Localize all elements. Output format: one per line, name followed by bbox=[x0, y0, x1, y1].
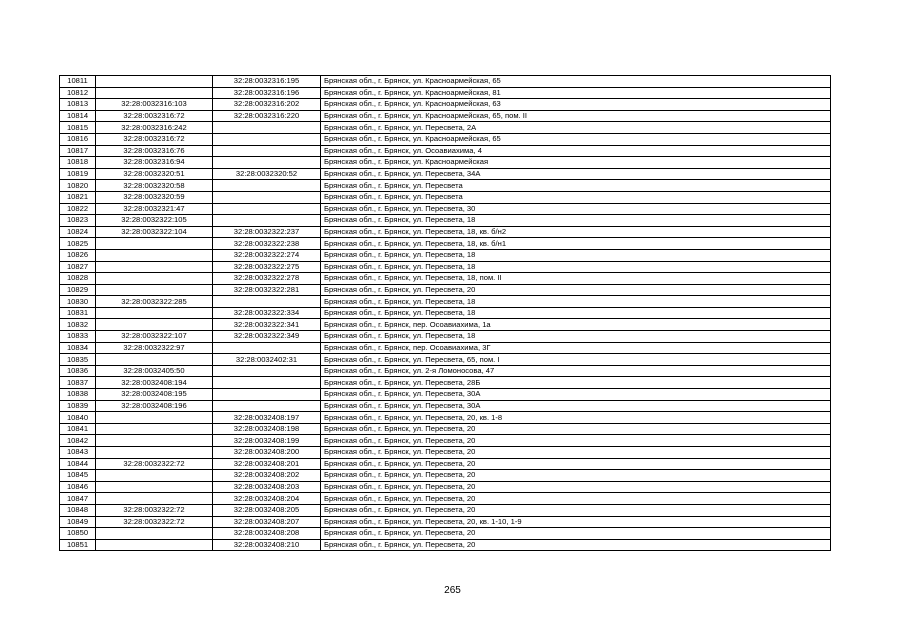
old-cadastral-number-cell bbox=[96, 423, 213, 435]
table-body bbox=[60, 76, 831, 551]
old-cadastral-number-cell: 32:28:0032322:72 bbox=[96, 504, 213, 516]
row-number-cell: 10842 bbox=[60, 435, 96, 447]
new-cadastral-number-cell: 32:28:0032408:199 bbox=[213, 435, 321, 447]
new-cadastral-number-cell: 32:28:0032408:204 bbox=[213, 493, 321, 505]
old-cadastral-number-cell bbox=[96, 435, 213, 447]
old-cadastral-number-cell bbox=[96, 238, 213, 250]
address-cell: Брянская обл., г. Брянск, ул. Пересвета, 18 bbox=[321, 331, 831, 343]
table-row bbox=[60, 423, 831, 435]
row-number-cell: 10828 bbox=[60, 273, 96, 285]
address-cell: Брянская обл., г. Брянск, ул. 2-я Ломоносова, 47 bbox=[321, 365, 831, 377]
address-cell: Брянская обл., г. Брянск, ул. Пересвета, 65, пом. I bbox=[321, 354, 831, 366]
row-number-cell: 10851 bbox=[60, 539, 96, 551]
row-number-cell: 10844 bbox=[60, 458, 96, 470]
row-number-cell: 10817 bbox=[60, 145, 96, 157]
new-cadastral-number-cell bbox=[213, 377, 321, 389]
old-cadastral-number-cell bbox=[96, 249, 213, 261]
row-number-cell: 10845 bbox=[60, 470, 96, 482]
new-cadastral-number-cell: 32:28:0032320:52 bbox=[213, 168, 321, 180]
row-number-cell: 10822 bbox=[60, 203, 96, 215]
old-cadastral-number-cell: 32:28:0032322:72 bbox=[96, 458, 213, 470]
row-number-cell: 10831 bbox=[60, 307, 96, 319]
old-cadastral-number-cell: 32:28:0032322:104 bbox=[96, 226, 213, 238]
old-cadastral-number-cell bbox=[96, 528, 213, 540]
row-number-cell: 10846 bbox=[60, 481, 96, 493]
new-cadastral-number-cell: 32:28:0032408:202 bbox=[213, 470, 321, 482]
address-cell: Брянская обл., г. Брянск, ул. Пересвета, 18 bbox=[321, 215, 831, 227]
row-number-cell: 10815 bbox=[60, 122, 96, 134]
address-cell: Брянская обл., г. Брянск, ул. Пересвета, 20 bbox=[321, 435, 831, 447]
old-cadastral-number-cell: 32:28:0032316:72 bbox=[96, 133, 213, 145]
new-cadastral-number-cell: 32:28:0032322:275 bbox=[213, 261, 321, 273]
row-number-cell: 10848 bbox=[60, 504, 96, 516]
table-row bbox=[60, 76, 831, 88]
row-number-cell: 10838 bbox=[60, 389, 96, 401]
row-number-cell: 10830 bbox=[60, 296, 96, 308]
address-cell: Брянская обл., г. Брянск, ул. Пересвета, 34А bbox=[321, 168, 831, 180]
new-cadastral-number-cell: 32:28:0032408:208 bbox=[213, 528, 321, 540]
row-number-cell: 10814 bbox=[60, 110, 96, 122]
new-cadastral-number-cell bbox=[213, 133, 321, 145]
old-cadastral-number-cell: 32:28:0032408:195 bbox=[96, 389, 213, 401]
old-cadastral-number-cell: 32:28:0032408:196 bbox=[96, 400, 213, 412]
new-cadastral-number-cell: 32:28:0032408:207 bbox=[213, 516, 321, 528]
table-row bbox=[60, 249, 831, 261]
table-row bbox=[60, 157, 831, 169]
table-row bbox=[60, 354, 831, 366]
table-row bbox=[60, 412, 831, 424]
address-cell: Брянская обл., г. Брянск, ул. Пересвета bbox=[321, 191, 831, 203]
old-cadastral-number-cell bbox=[96, 481, 213, 493]
old-cadastral-number-cell: 32:28:0032322:97 bbox=[96, 342, 213, 354]
table-row bbox=[60, 122, 831, 134]
old-cadastral-number-cell: 32:28:0032320:58 bbox=[96, 180, 213, 192]
address-cell: Брянская обл., г. Брянск, ул. Красноармейская, 65, пом. II bbox=[321, 110, 831, 122]
old-cadastral-number-cell bbox=[96, 87, 213, 99]
row-number-cell: 10827 bbox=[60, 261, 96, 273]
old-cadastral-number-cell bbox=[96, 412, 213, 424]
address-cell: Брянская обл., г. Брянск, ул. Красноармейская, 65 bbox=[321, 76, 831, 88]
address-cell: Брянская обл., г. Брянск, ул. Пересвета, 20 bbox=[321, 470, 831, 482]
address-cell: Брянская обл., г. Брянск, ул. Пересвета, 18, кв. б/н1 bbox=[321, 238, 831, 250]
old-cadastral-number-cell: 32:28:0032316:72 bbox=[96, 110, 213, 122]
row-number-cell: 10847 bbox=[60, 493, 96, 505]
row-number-cell: 10819 bbox=[60, 168, 96, 180]
new-cadastral-number-cell bbox=[213, 122, 321, 134]
table-row bbox=[60, 238, 831, 250]
new-cadastral-number-cell: 32:28:0032322:334 bbox=[213, 307, 321, 319]
address-cell: Брянская обл., г. Брянск, ул. Пересвета, 30А bbox=[321, 400, 831, 412]
table-row bbox=[60, 191, 831, 203]
new-cadastral-number-cell bbox=[213, 191, 321, 203]
table-row bbox=[60, 203, 831, 215]
old-cadastral-number-cell: 32:28:0032316:103 bbox=[96, 99, 213, 111]
row-number-cell: 10826 bbox=[60, 249, 96, 261]
new-cadastral-number-cell bbox=[213, 400, 321, 412]
table-row bbox=[60, 435, 831, 447]
new-cadastral-number-cell: 32:28:0032408:197 bbox=[213, 412, 321, 424]
cadastral-table bbox=[59, 75, 831, 551]
old-cadastral-number-cell bbox=[96, 493, 213, 505]
table-row bbox=[60, 215, 831, 227]
address-cell: Брянская обл., г. Брянск, ул. Пересвета, 18 bbox=[321, 307, 831, 319]
new-cadastral-number-cell: 32:28:0032322:237 bbox=[213, 226, 321, 238]
table-row bbox=[60, 226, 831, 238]
address-cell: Брянская обл., г. Брянск, ул. Пересвета, 20 bbox=[321, 504, 831, 516]
row-number-cell: 10816 bbox=[60, 133, 96, 145]
address-cell: Брянская обл., г. Брянск, ул. Пересвета, 30А bbox=[321, 389, 831, 401]
old-cadastral-number-cell bbox=[96, 447, 213, 459]
old-cadastral-number-cell: 32:28:0032316:94 bbox=[96, 157, 213, 169]
old-cadastral-number-cell bbox=[96, 284, 213, 296]
table-row bbox=[60, 296, 831, 308]
table-row bbox=[60, 99, 831, 111]
address-cell: Брянская обл., г. Брянск, ул. Пересвета, 20 bbox=[321, 447, 831, 459]
row-number-cell: 10820 bbox=[60, 180, 96, 192]
address-cell: Брянская обл., г. Брянск, ул. Пересвета, 18 bbox=[321, 249, 831, 261]
old-cadastral-number-cell: 32:28:0032320:59 bbox=[96, 191, 213, 203]
table-row bbox=[60, 319, 831, 331]
table-row bbox=[60, 110, 831, 122]
address-cell: Брянская обл., г. Брянск, ул. Пересвета, 20 bbox=[321, 493, 831, 505]
old-cadastral-number-cell: 32:28:0032408:194 bbox=[96, 377, 213, 389]
old-cadastral-number-cell bbox=[96, 354, 213, 366]
row-number-cell: 10850 bbox=[60, 528, 96, 540]
new-cadastral-number-cell: 32:28:0032408:201 bbox=[213, 458, 321, 470]
row-number-cell: 10829 bbox=[60, 284, 96, 296]
old-cadastral-number-cell: 32:28:0032316:76 bbox=[96, 145, 213, 157]
table-row bbox=[60, 400, 831, 412]
old-cadastral-number-cell: 32:28:0032322:72 bbox=[96, 516, 213, 528]
row-number-cell: 10812 bbox=[60, 87, 96, 99]
table-row bbox=[60, 365, 831, 377]
table-row bbox=[60, 307, 831, 319]
address-cell: Брянская обл., г. Брянск, ул. Пересвета, 20, кв. 1-10, 1-9 bbox=[321, 516, 831, 528]
row-number-cell: 10821 bbox=[60, 191, 96, 203]
table-row bbox=[60, 342, 831, 354]
table-row bbox=[60, 273, 831, 285]
new-cadastral-number-cell bbox=[213, 215, 321, 227]
new-cadastral-number-cell: 32:28:0032322:349 bbox=[213, 331, 321, 343]
page-number: 265 bbox=[444, 585, 461, 596]
new-cadastral-number-cell: 32:28:0032408:205 bbox=[213, 504, 321, 516]
table-row bbox=[60, 389, 831, 401]
old-cadastral-number-cell bbox=[96, 76, 213, 88]
old-cadastral-number-cell bbox=[96, 261, 213, 273]
table-row bbox=[60, 504, 831, 516]
table-row bbox=[60, 458, 831, 470]
address-cell: Брянская обл., г. Брянск, ул. Пересвета, 18, пом. II bbox=[321, 273, 831, 285]
address-cell: Брянская обл., г. Брянск, ул. Пересвета, 2А bbox=[321, 122, 831, 134]
new-cadastral-number-cell: 32:28:0032408:198 bbox=[213, 423, 321, 435]
table-row bbox=[60, 284, 831, 296]
new-cadastral-number-cell: 32:28:0032322:278 bbox=[213, 273, 321, 285]
new-cadastral-number-cell bbox=[213, 145, 321, 157]
new-cadastral-number-cell: 32:28:0032322:238 bbox=[213, 238, 321, 250]
address-cell: Брянская обл., г. Брянск, ул. Красноармейская, 65 bbox=[321, 133, 831, 145]
address-cell: Брянская обл., г. Брянск, ул. Пересвета, 20 bbox=[321, 458, 831, 470]
address-cell: Брянская обл., г. Брянск, ул. Пересвета, 20 bbox=[321, 528, 831, 540]
row-number-cell: 10833 bbox=[60, 331, 96, 343]
table-row bbox=[60, 470, 831, 482]
old-cadastral-number-cell bbox=[96, 273, 213, 285]
old-cadastral-number-cell: 32:28:0032405:50 bbox=[96, 365, 213, 377]
row-number-cell: 10825 bbox=[60, 238, 96, 250]
table-row bbox=[60, 87, 831, 99]
new-cadastral-number-cell: 32:28:0032322:274 bbox=[213, 249, 321, 261]
row-number-cell: 10835 bbox=[60, 354, 96, 366]
address-cell: Брянская обл., г. Брянск, ул. Пересвета bbox=[321, 180, 831, 192]
address-cell: Брянская обл., г. Брянск, ул. Пересвета, 28Б bbox=[321, 377, 831, 389]
table-row bbox=[60, 539, 831, 551]
address-cell: Брянская обл., г. Брянск, ул. Красноармейская, 63 bbox=[321, 99, 831, 111]
address-cell: Брянская обл., г. Брянск, ул. Пересвета, 20 bbox=[321, 481, 831, 493]
address-cell: Брянская обл., г. Брянск, ул. Пересвета, 20, кв. 1-8 bbox=[321, 412, 831, 424]
row-number-cell: 10811 bbox=[60, 76, 96, 88]
new-cadastral-number-cell bbox=[213, 296, 321, 308]
row-number-cell: 10813 bbox=[60, 99, 96, 111]
row-number-cell: 10818 bbox=[60, 157, 96, 169]
address-cell: Брянская обл., г. Брянск, ул. Пересвета, 18 bbox=[321, 261, 831, 273]
table-row bbox=[60, 331, 831, 343]
table-row bbox=[60, 516, 831, 528]
table-row bbox=[60, 133, 831, 145]
table-row bbox=[60, 447, 831, 459]
new-cadastral-number-cell: 32:28:0032408:210 bbox=[213, 539, 321, 551]
new-cadastral-number-cell: 32:28:0032316:220 bbox=[213, 110, 321, 122]
old-cadastral-number-cell: 32:28:0032322:105 bbox=[96, 215, 213, 227]
row-number-cell: 10832 bbox=[60, 319, 96, 331]
old-cadastral-number-cell bbox=[96, 539, 213, 551]
table-row bbox=[60, 261, 831, 273]
row-number-cell: 10841 bbox=[60, 423, 96, 435]
address-cell: Брянская обл., г. Брянск, ул. Красноармейская bbox=[321, 157, 831, 169]
old-cadastral-number-cell bbox=[96, 319, 213, 331]
address-cell: Брянская обл., г. Брянск, ул. Пересвета, 20 bbox=[321, 423, 831, 435]
address-cell: Брянская обл., г. Брянск, ул. Пересвета, 18 bbox=[321, 296, 831, 308]
row-number-cell: 10836 bbox=[60, 365, 96, 377]
new-cadastral-number-cell: 32:28:0032322:341 bbox=[213, 319, 321, 331]
new-cadastral-number-cell bbox=[213, 389, 321, 401]
table-row bbox=[60, 180, 831, 192]
new-cadastral-number-cell bbox=[213, 180, 321, 192]
address-cell: Брянская обл., г. Брянск, ул. Пересвета, 18, кв. б/н2 bbox=[321, 226, 831, 238]
old-cadastral-number-cell bbox=[96, 470, 213, 482]
table-row bbox=[60, 528, 831, 540]
address-cell: Брянская обл., г. Брянск, ул. Осоавиахима, 4 bbox=[321, 145, 831, 157]
old-cadastral-number-cell: 32:28:0032322:285 bbox=[96, 296, 213, 308]
old-cadastral-number-cell: 32:28:0032322:107 bbox=[96, 331, 213, 343]
new-cadastral-number-cell: 32:28:0032408:203 bbox=[213, 481, 321, 493]
table-row bbox=[60, 493, 831, 505]
table-row bbox=[60, 377, 831, 389]
row-number-cell: 10823 bbox=[60, 215, 96, 227]
old-cadastral-number-cell: 32:28:0032316:242 bbox=[96, 122, 213, 134]
old-cadastral-number-cell bbox=[96, 307, 213, 319]
new-cadastral-number-cell: 32:28:0032316:195 bbox=[213, 76, 321, 88]
row-number-cell: 10824 bbox=[60, 226, 96, 238]
new-cadastral-number-cell bbox=[213, 157, 321, 169]
row-number-cell: 10840 bbox=[60, 412, 96, 424]
table-row bbox=[60, 145, 831, 157]
row-number-cell: 10834 bbox=[60, 342, 96, 354]
address-cell: Брянская обл., г. Брянск, пер. Осоавиахима, 3Г bbox=[321, 342, 831, 354]
new-cadastral-number-cell: 32:28:0032316:202 bbox=[213, 99, 321, 111]
row-number-cell: 10837 bbox=[60, 377, 96, 389]
old-cadastral-number-cell: 32:28:0032321:47 bbox=[96, 203, 213, 215]
table-row bbox=[60, 481, 831, 493]
address-cell: Брянская обл., г. Брянск, ул. Красноармейская, 81 bbox=[321, 87, 831, 99]
old-cadastral-number-cell: 32:28:0032320:51 bbox=[96, 168, 213, 180]
row-number-cell: 10839 bbox=[60, 400, 96, 412]
address-cell: Брянская обл., г. Брянск, ул. Пересвета, 20 bbox=[321, 284, 831, 296]
address-cell: Брянская обл., г. Брянск, ул. Пересвета, 30 bbox=[321, 203, 831, 215]
new-cadastral-number-cell: 32:28:0032408:200 bbox=[213, 447, 321, 459]
row-number-cell: 10849 bbox=[60, 516, 96, 528]
new-cadastral-number-cell: 32:28:0032316:196 bbox=[213, 87, 321, 99]
address-cell: Брянская обл., г. Брянск, ул. Пересвета, 20 bbox=[321, 539, 831, 551]
new-cadastral-number-cell: 32:28:0032322:281 bbox=[213, 284, 321, 296]
row-number-cell: 10843 bbox=[60, 447, 96, 459]
new-cadastral-number-cell: 32:28:0032402:31 bbox=[213, 354, 321, 366]
address-cell: Брянская обл., г. Брянск, пер. Осоавиахима, 1а bbox=[321, 319, 831, 331]
new-cadastral-number-cell bbox=[213, 203, 321, 215]
new-cadastral-number-cell bbox=[213, 365, 321, 377]
new-cadastral-number-cell bbox=[213, 342, 321, 354]
table-row bbox=[60, 168, 831, 180]
